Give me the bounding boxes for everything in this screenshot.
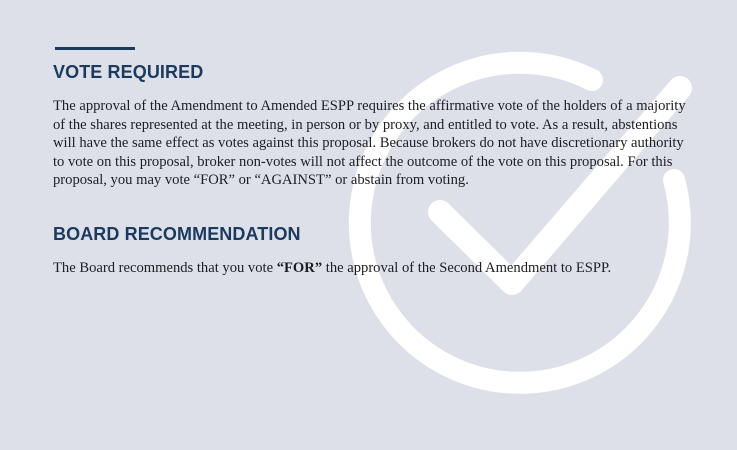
vote-required-heading: VOTE REQUIRED xyxy=(53,62,204,82)
accent-rule xyxy=(55,47,135,50)
board-recommendation-text-start: The Board recommends that you vote xyxy=(53,260,277,276)
board-recommendation-for-emphasis: “FOR” xyxy=(276,260,323,276)
board-recommendation-heading: BOARD RECOMMENDATION xyxy=(53,224,301,244)
board-recommendation-text-end: the approval of the Second Amendment to ESPP. xyxy=(322,260,612,276)
vote-required-body: The approval of the Amendment to Amended ESPP requires the affirmative vote of the holders of a majority of the shares represented at the meeting, in person or by proxy, and entitled to vote. As a result, abstentions will have the same effect as votes against this proposal. Because brokers do not have discretionary authority to vote on this proposal, broker non-votes will not affect the outcome of the vote on this proposal. For this proposal, you may vote “FOR” or “AGAINST” or abstain from voting. xyxy=(53,98,686,188)
board-recommendation-body xyxy=(53,259,693,278)
